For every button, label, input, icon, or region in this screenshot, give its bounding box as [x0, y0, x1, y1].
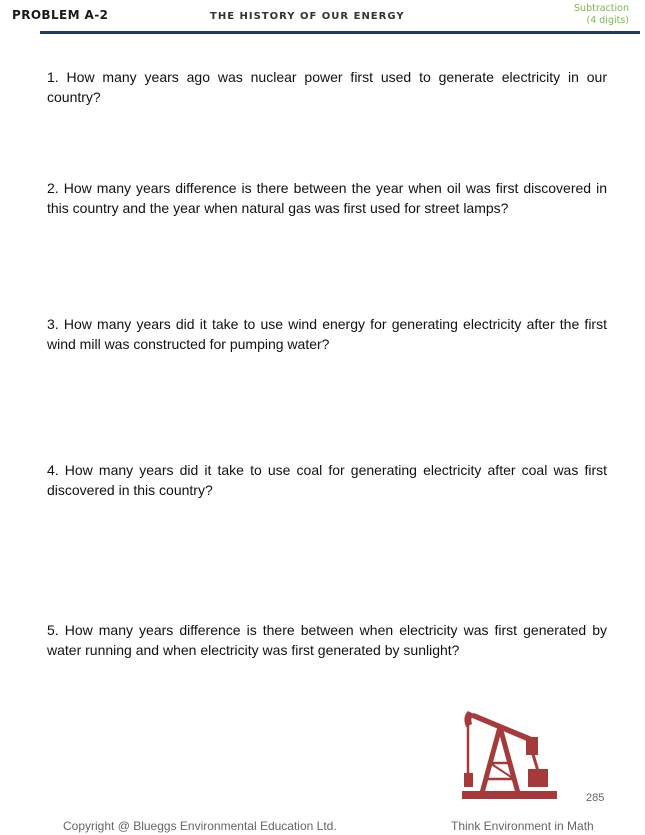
question-2: 2. How many years difference is there between the year when oil was first discovered in this country and the year when natural gas was first used for street lamps? — [47, 180, 607, 216]
page-title: THE HISTORY OF OUR ENERGY — [210, 11, 405, 22]
question-5: 5. How many years difference is there between when electricity was first generated by water running and when electricity was first generated by sunlight? — [47, 622, 607, 658]
footer-tagline: Think Environment in Math — [451, 819, 594, 833]
oil-pumpjack-icon — [462, 707, 557, 800]
topic-line-1: Subtraction — [574, 3, 629, 14]
header-divider — [40, 31, 640, 34]
copyright-text: Copyright @ Blueggs Environmental Education Ltd. — [63, 819, 337, 833]
topic-line-2: (4 digits) — [586, 15, 629, 26]
question-3: 3. How many years did it take to use wind energy for generating electricity after the first wind mill was constructed for pumping water? — [47, 316, 607, 352]
question-1: 1. How many years ago was nuclear power first used to generate electricity in our country? — [47, 69, 607, 105]
page-number: 285 — [586, 792, 605, 804]
topic-label — [574, 3, 629, 27]
problem-label: PROBLEM A-2 — [12, 8, 109, 22]
question-4: 4. How many years did it take to use coal for generating electricity after coal was first discovered in this country? — [47, 462, 607, 498]
